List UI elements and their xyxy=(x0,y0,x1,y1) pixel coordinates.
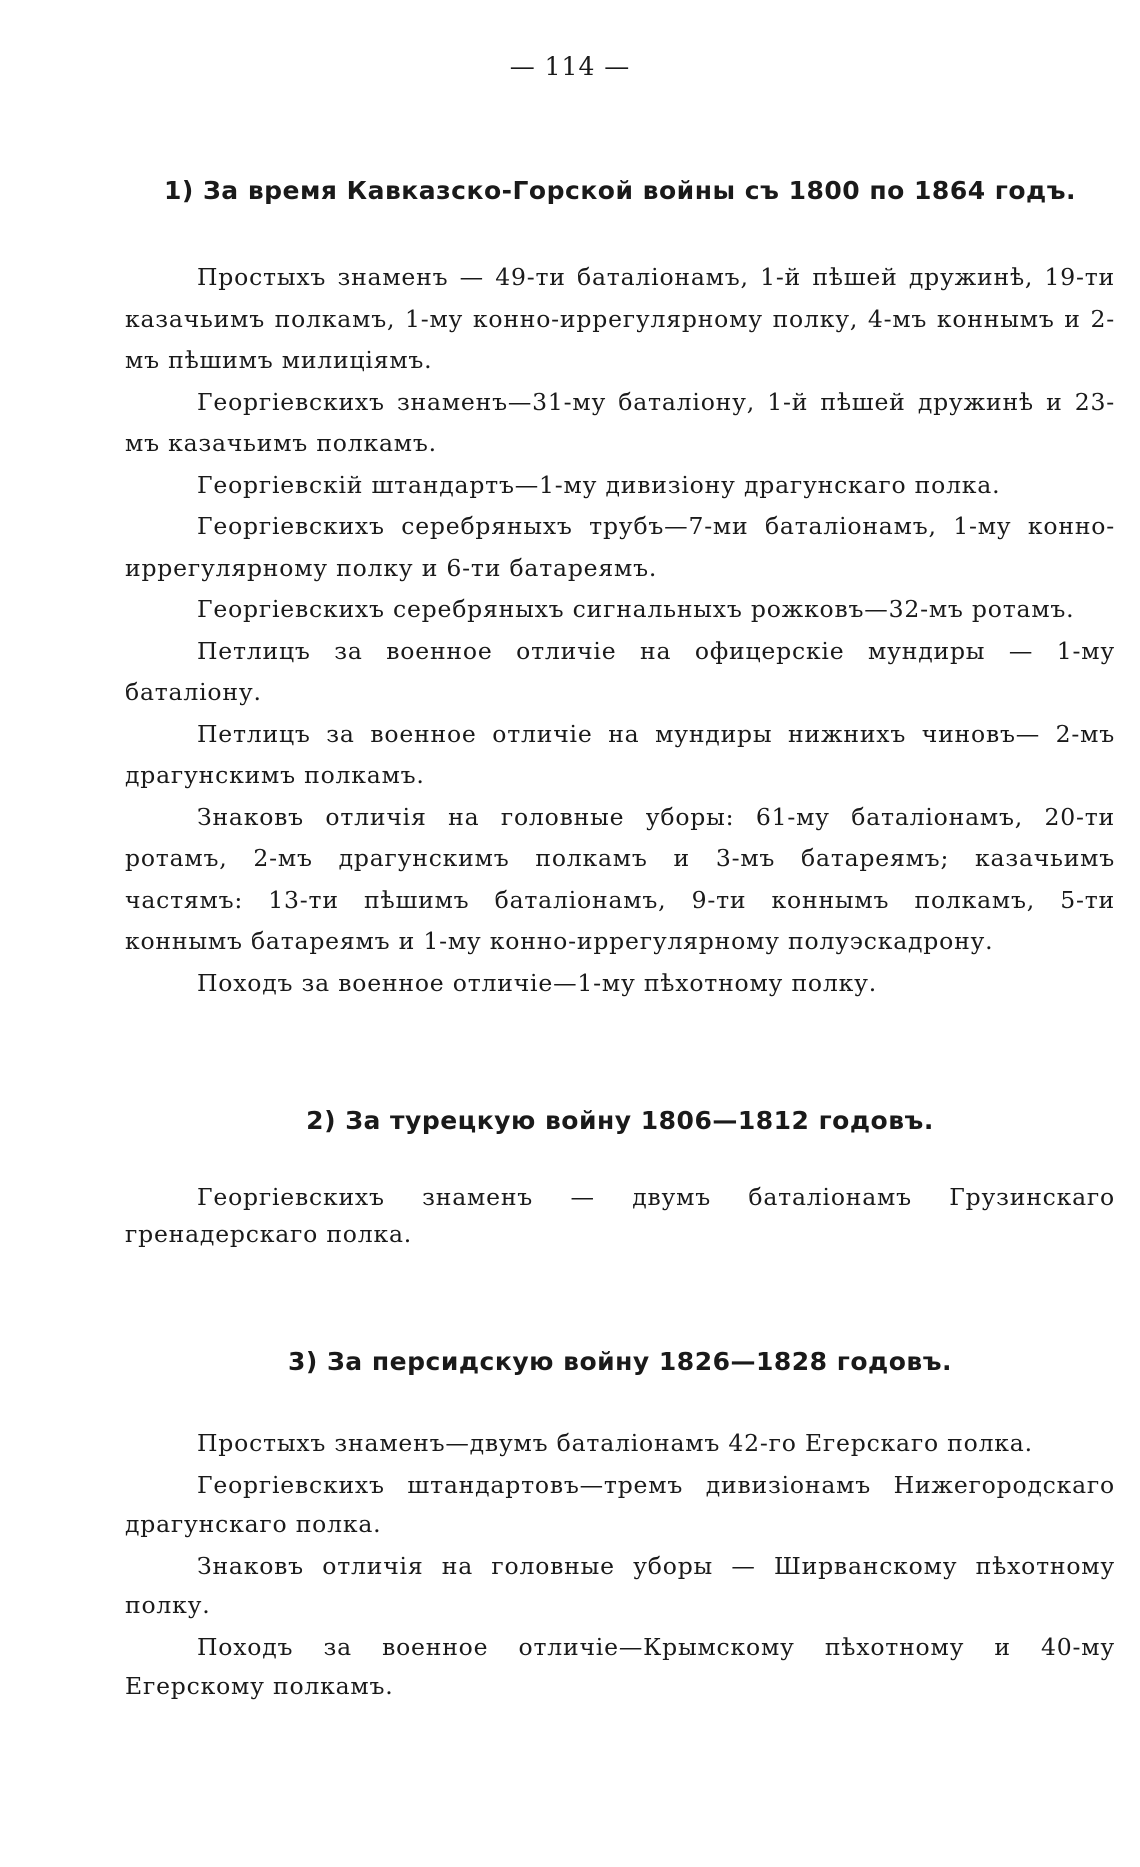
paragraph: Походъ за военное отличіе—Крымскому пѣхотному и 40-му Егерскому полкамъ. xyxy=(125,1633,1115,1700)
paragraph: Простыхъ знаменъ — 49-ти баталіонамъ, 1-й пѣшей дружинѣ, 19-ти казачьимъ полкамъ, 1-му конно-иррегулярному полку, 4-мъ коннымъ и 2-мъ пѣшимъ милиціямъ. xyxy=(125,263,1115,374)
paragraph: Знаковъ отличія на головные уборы: 61-му баталіонамъ, 20-ти ротамъ, 2-мъ драгунскимъ полкамъ и 3-мъ батареямъ; казачьимъ частямъ: 13-ти пѣшимъ баталіонамъ, 9-ти коннымъ полкамъ, 5-ти коннымъ батареямъ и 1-му конно-иррегулярному полуэскадрону. xyxy=(125,802,1115,955)
paragraph: Петлицъ за военное отличіе на мундиры нижнихъ чиновъ— 2-мъ драгунскимъ полкамъ. xyxy=(125,719,1115,789)
section-persian-war xyxy=(125,1347,1115,1709)
paragraph: Георгіевскихъ знаменъ—31-му баталіону, 1-й пѣшей дружинѣ и 23-мъ казачьимъ полкамъ. xyxy=(125,387,1115,457)
paragraph: Походъ за военное отличіе—1-му пѣхотному полку. xyxy=(197,968,877,997)
section-heading: 2) За турецкую войну 1806—1812 годовъ. xyxy=(306,1106,934,1135)
paragraph: Георгіевскихъ знаменъ — двумъ баталіонамъ Грузинскаго гренадерскаго полка. xyxy=(125,1183,1115,1248)
section-caucasus-war xyxy=(125,176,1115,1004)
paragraph: Знаковъ отличія на головные уборы — Ширванскому пѣхотному полку. xyxy=(125,1552,1115,1619)
paragraph: Георгіевскій штандартъ—1-му дивизіону драгунскаго полка. xyxy=(197,470,1001,499)
paragraph: Георгіевскихъ штандартовъ—тремъ дивизіонамъ Нижегородскаго драгунскаго полка. xyxy=(125,1471,1115,1538)
page-number: — 114 — xyxy=(509,52,631,81)
paragraph: Петлицъ за военное отличіе на офицерскіе мундиры — 1-му баталіону. xyxy=(125,636,1115,706)
paragraph: Простыхъ знаменъ—двумъ баталіонамъ 42-го Егерскаго полка. xyxy=(197,1429,1033,1457)
section-heading: 3) За персидскую войну 1826—1828 годовъ. xyxy=(288,1347,952,1376)
section-heading: 1) За время Кавказско-Горской войны съ 1800 по 1864 годъ. xyxy=(163,176,1077,205)
section-turkish-war xyxy=(125,1106,1115,1259)
paragraph: Георгіевскихъ серебряныхъ трубъ—7-ми баталіонамъ, 1-му конно-иррегулярному полку и 6-ти батареямъ. xyxy=(125,512,1115,582)
paragraph: Георгіевскихъ серебряныхъ сигнальныхъ рожковъ—32-мъ ротамъ. xyxy=(197,595,1075,623)
